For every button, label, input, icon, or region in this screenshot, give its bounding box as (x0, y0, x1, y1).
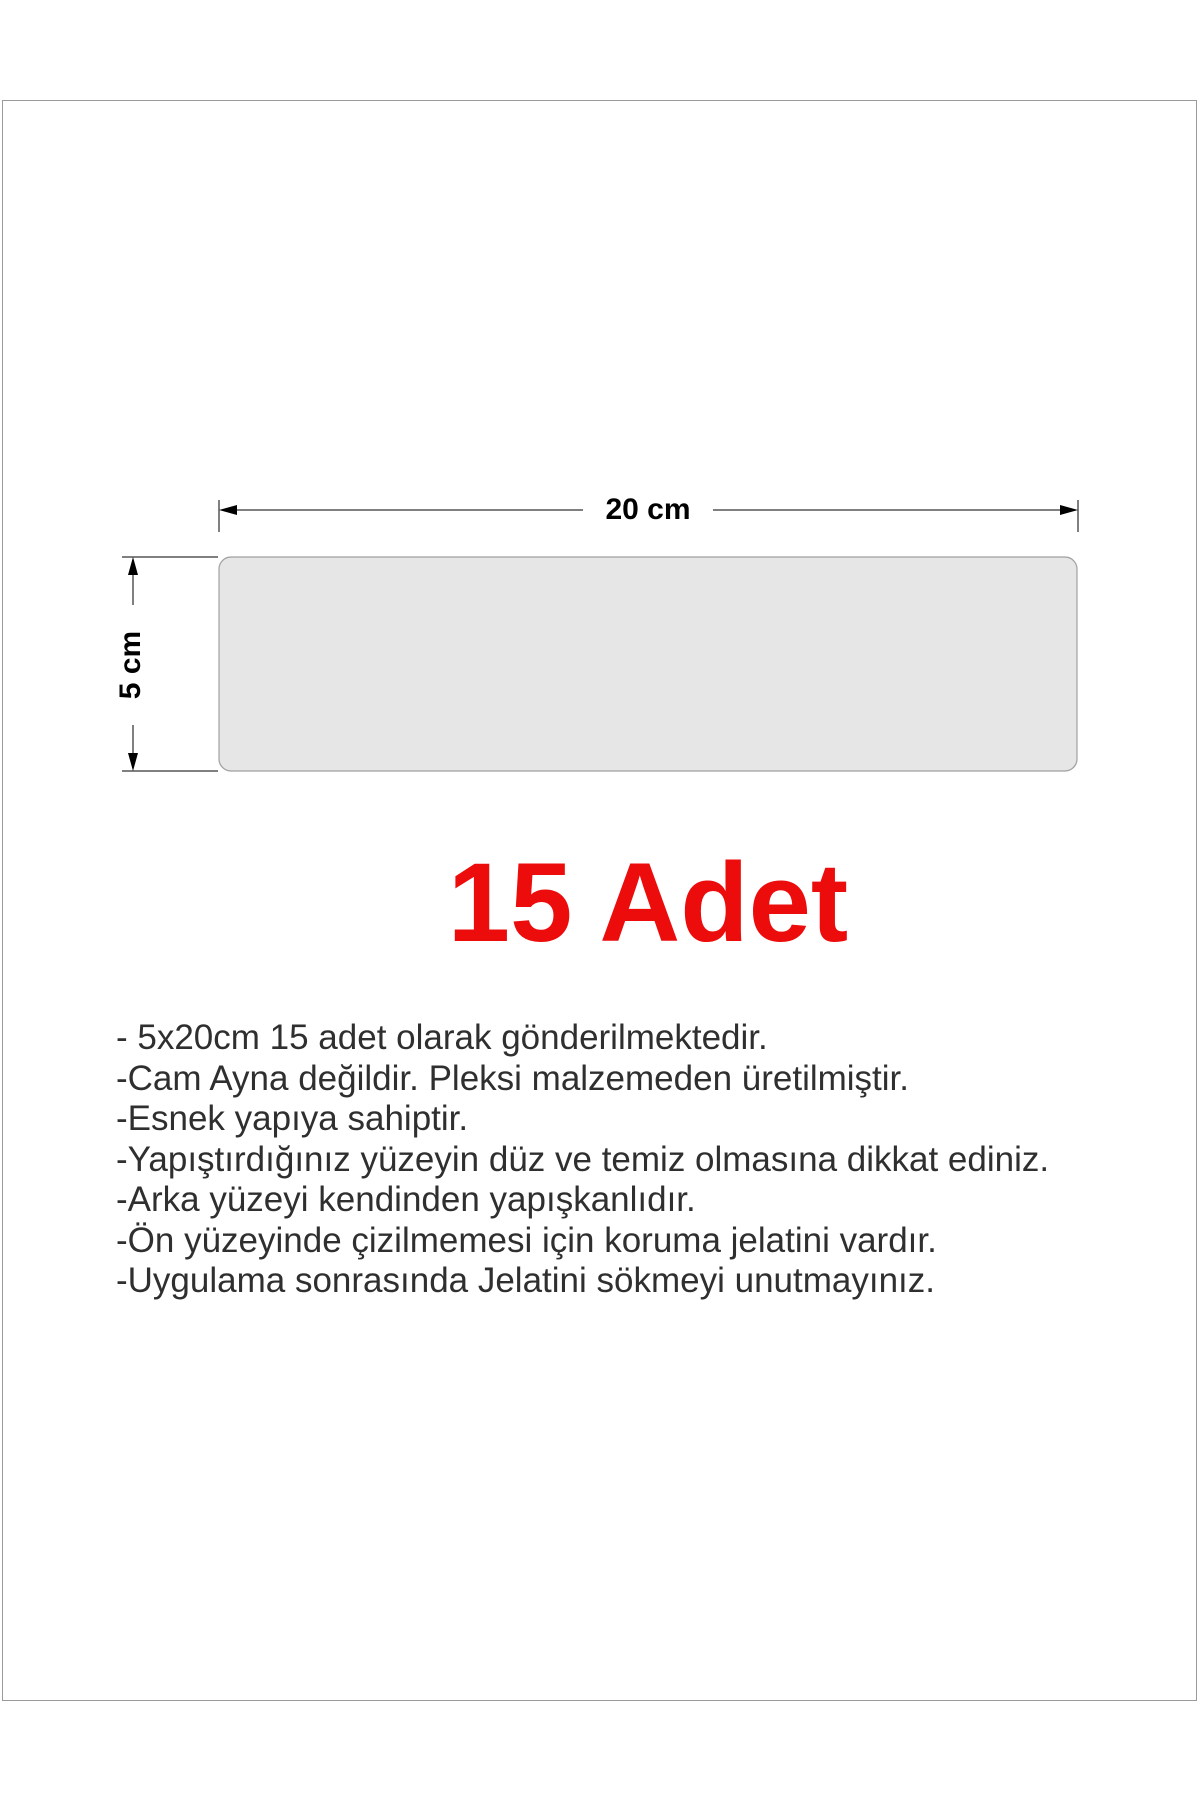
height-arrow-bottom (128, 753, 138, 771)
feature-item: - 5x20cm 15 adet olarak gönderilmektedir. (116, 1018, 768, 1057)
feature-item: -Ön yüzeyinde çizilmemesi için koruma jelatini vardır. (116, 1220, 937, 1260)
feature-item: -Cam Ayna değildir. Pleksi malzemeden üretilmiştir. (116, 1058, 910, 1098)
width-arrow-right (1060, 505, 1078, 515)
height-arrow-top (128, 557, 138, 575)
height-label: 5 cm (109, 605, 153, 725)
feature-item: -Yapıştırdığınız yüzeyin düz ve temiz olmasına dikkat ediniz. (116, 1139, 1050, 1179)
width-arrow-left (219, 505, 237, 515)
quantity-headline: 15 Adet (447, 840, 849, 965)
feature-item: -Esnek yapıya sahiptir. (116, 1099, 469, 1138)
dimension-diagram (0, 0, 1200, 800)
width-label: 20 cm (583, 490, 713, 530)
mirror-panel (219, 557, 1077, 771)
feature-list (116, 1018, 1186, 1302)
feature-item: -Arka yüzeyi kendinden yapışkanlıdır. (116, 1180, 696, 1219)
feature-item: -Uygulama sonrasında Jelatini sökmeyi unutmayınız. (116, 1261, 935, 1300)
